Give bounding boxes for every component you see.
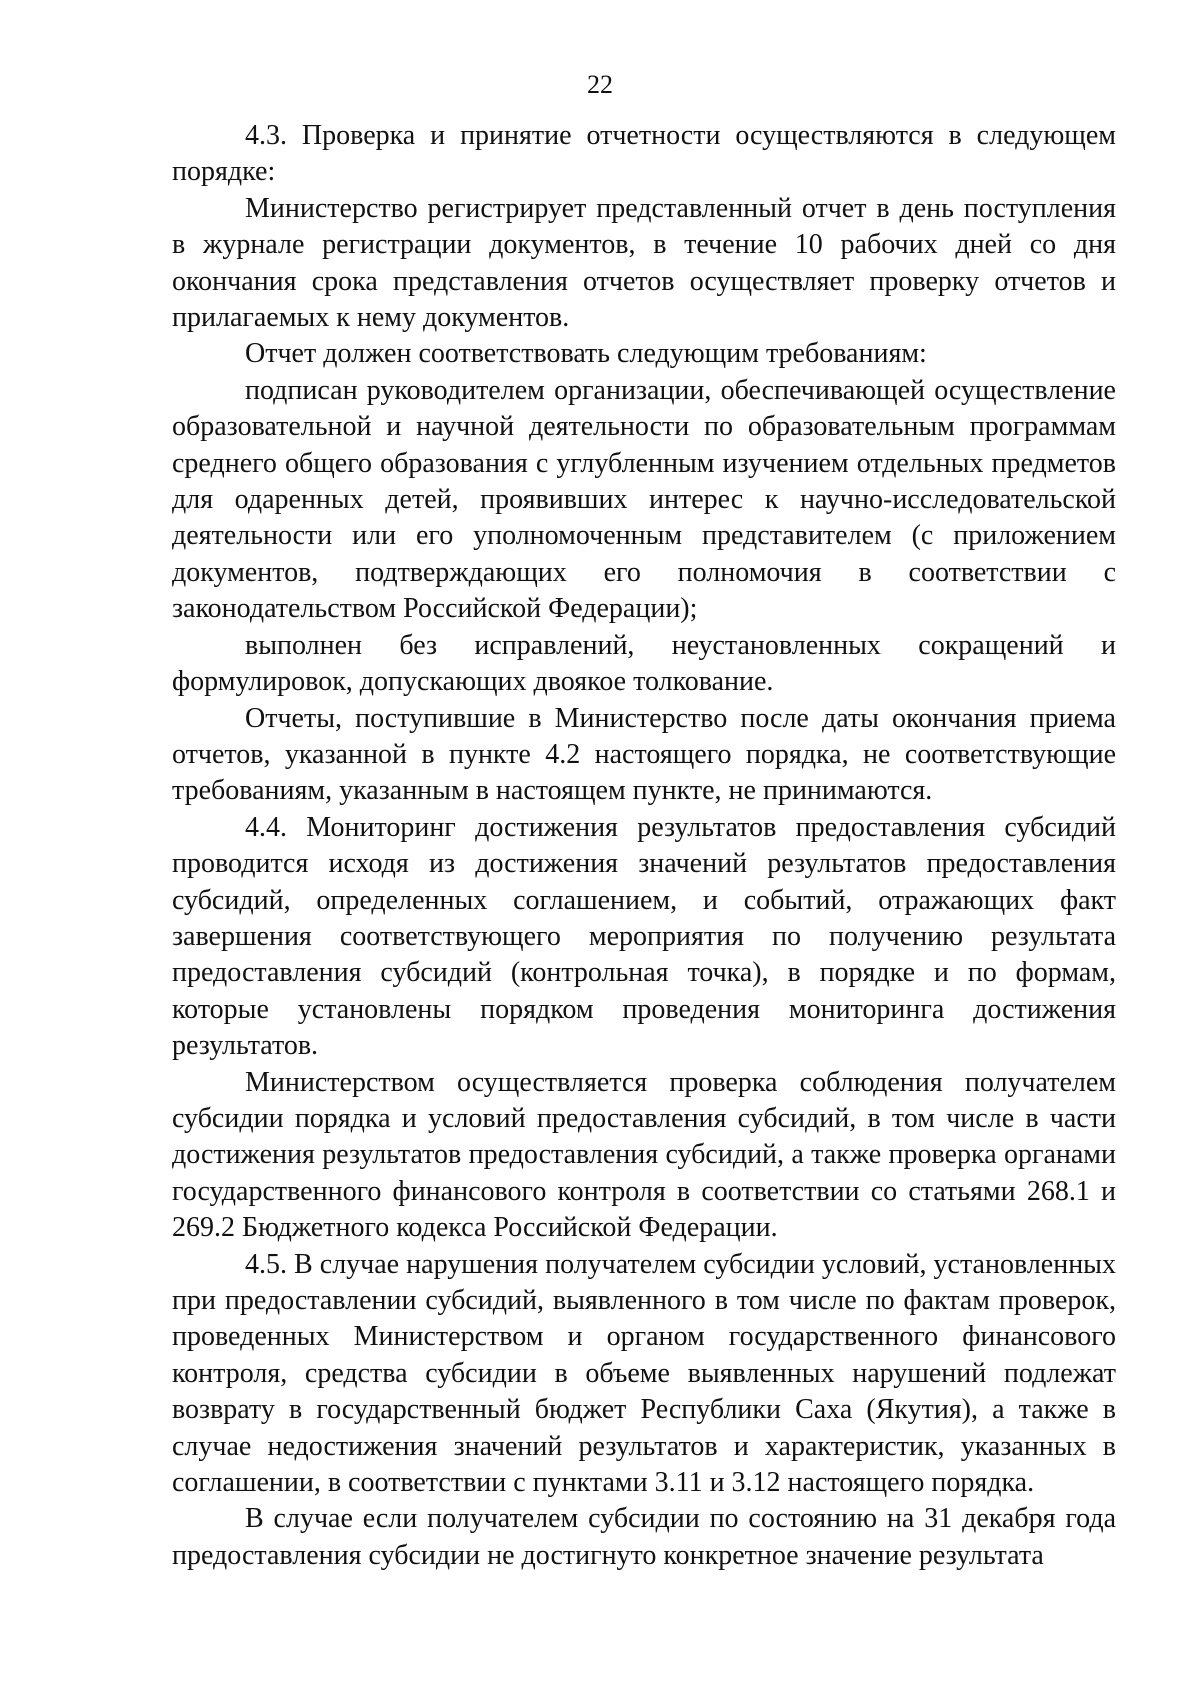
paragraph-no-corrections: выполнен без исправлений, неустановленных сокращений и формулировок, допускающих двоякое толкование. — [172, 629, 1116, 698]
page-number: 22 — [587, 70, 613, 99]
paragraph-late-reports: Отчеты, поступившие в Министерство после даты окончания приема отчетов, указанной в пункте 4.2 настоящего порядка, не соответствующие требованиям, указанным в настоящем пункте, не принимаются. — [172, 702, 1116, 807]
paragraph-4-3-intro: 4.3. Проверка и принятие отчетности осуществляются в следующем порядке: — [172, 120, 1116, 188]
paragraph-ministry-check: Министерством осуществляется проверка соблюдения получателем субсидии порядка и условий предоставления субсидий, в том числе в части достижения результатов предоставления субсидий, а также проверка органами государственного финансового контроля в соответствии со статьями 268.1 и 269.2 Бюджетного кодекса Российской Федерации. — [172, 1066, 1116, 1244]
paragraph-4-5-violation: 4.5. В случае нарушения получателем субсидии условий, установленных при предоставлении субсидий, выявленного в том числе по фактам проверок, проведенных Министерством и органом государственного финансового контроля, средства субсидии в объеме выявленных нарушений подлежат возврату в государственный бюджет Республики Саха (Якутия), а также в случае недостижения значений результатов и характеристик, указанных в соглашении, в соответствии с пунктами 3.11 и 3.12 настоящего порядка. — [172, 1248, 1116, 1499]
paragraph-registration: Министерство регистрирует представленный отчет в день поступления в журнале регистрации документов, в течение 10 рабочих дней со дня окончания срока представления отчетов осуществляет проверку отчетов и прилагаемых к нему документов. — [172, 192, 1116, 334]
paragraph-not-achieved: В случае если получателем субсидии по состоянию на 31 декабря года предоставления субсидии не достигнуто конкретное значение результата — [172, 1503, 1116, 1571]
document-body — [172, 118, 1116, 1574]
paragraph-signed-by-head: подписан руководителем организации, обеспечивающей осуществление образовательной и научной деятельности по образовательным программам среднего общего образования с углубленным изучением отдельных предметов для одаренных детей, проявивших интерес к научно-исследовательской деятельности или его уполномоченным представителем (с приложением документов, подтверждающих его полномочия в соответствии с законодательством Российской Федерации); — [172, 374, 1116, 625]
paragraph-report-requirements: Отчет должен соответствовать следующим требованиям: — [245, 338, 927, 370]
paragraph-4-4-monitoring: 4.4. Мониторинг достижения результатов предоставления субсидий проводится исходя из достижения значений результатов предоставления субсидий, определенных соглашением, и событий, отражающих факт завершения соответствующего мероприятия по получению результата предоставления субсидий (контрольная точка), в порядке и по формам, которые установлены порядком проведения мониторинга достижения результатов. — [172, 811, 1116, 1062]
